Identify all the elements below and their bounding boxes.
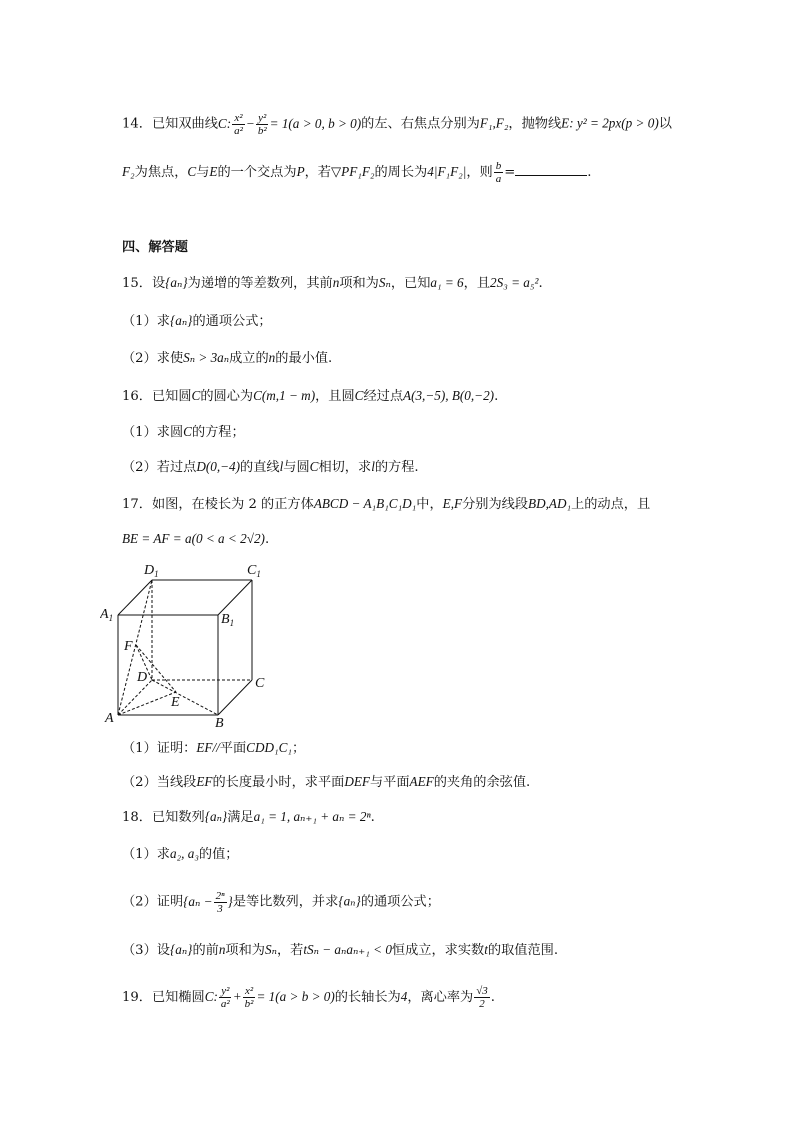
problem-18-q2: （2）证明{aₙ − $\frac{\text{2ⁿ}}{3}$ }是等比数列，并求{aₙ}的通项公式； [122,890,440,915]
label-c: C [255,676,265,691]
problem-14-line-1: 14．已知双曲线C: $\frac{\text{x²}}{\text{a²}}$ − $\frac{\text{y²}}{\text{b²}}$ = 1(a > 0, b > 0)的左、右焦点分别为F₁,F₂，抛物线E: y² = 2px(p > 0)以 [122,112,672,137]
label-c1: $C_1$ [247,563,261,579]
edge-a-d [118,680,152,715]
edge-b1-c1 [218,580,252,615]
fraction-sqrt3-over-2: $\frac{√3}{2}$ [476,985,488,1010]
problem-15-stem: 15．设{aₙ}为递增的等差数列，其前n项和为Sₙ，已知a₁ = 6，且2S₃ = a₅². [122,275,543,291]
problem-16-q2: （2）若过点D(0,−4)的直线l与圆C相切，求l的方程. [122,459,419,475]
problem-15-q1: （1）求{aₙ}的通项公式； [122,313,272,329]
problem-16-q1: （1）求圆C的方程； [122,424,245,440]
cube-solid-edges [118,580,252,715]
problem-17-q1: （1）证明：EF//平面CDD₁C₁； [122,740,306,756]
fraction-y2-b2: $\frac{\text{y²}}{\text{b²}}$ [257,112,267,137]
fraction-2n-over-3: $\frac{\text{2ⁿ}}{3}$ [215,890,225,915]
ellipse-equation: C: $\frac{\text{y²}}{\text{a²}}$ + $\frac{\text{x²}}{\text{b²}}$ = 1(a > b > 0) [204,985,335,1011]
problem-17-stem-line-1: 17．如图，在棱长为 2 的正方体ABCD − A₁B₁C₁D₁中，E,F分别为线段BD,AD₁上的动点，且 [122,496,651,512]
label-a: A [105,711,114,726]
fraction-x2-b2: $\frac{\text{x²}}{\text{b²}}$ [244,985,254,1011]
section-heading: 四、解答题 [122,240,188,255]
problem-18-q1: （1）求a₂, a₃的值； [122,846,239,862]
edge-a1-d1 [118,580,152,615]
cube-figure [100,560,280,730]
problem-17-q2: （2）当线段EF的长度最小时，求平面DEF与平面AEF的夹角的余弦值. [122,774,531,790]
fraction-x2-a2: $\frac{\text{x²}}{\text{a²}}$ [234,112,243,137]
label-b1: $B_1$ [221,612,235,628]
fraction-y2-a2: $\frac{\text{y²}}{\text{a²}}$ [220,985,230,1011]
label-d1: $D_1$ [144,563,159,579]
problem-16-stem: 16．已知圆C的圆心为C(m,1 − m)，且圆C经过点A(3,−5), B(0,−2). [122,388,499,404]
hyperbola-equation: C: $\frac{\text{x²}}{\text{a²}}$ − $\frac{\text{y²}}{\text{b²}}$ = 1(a > 0, b > 0) [217,112,362,137]
label-b: B [215,716,224,730]
answer-blank[interactable] [515,163,587,176]
label-f: F [124,639,133,654]
problem-19-stem: 19．已知椭圆C: $\frac{\text{y²}}{\text{a²}}$ + $\frac{\text{x²}}{\text{b²}}$ = 1(a > b > 0)的长轴长为4，离心率为 $\frac{√3}{2}$ . [122,985,495,1011]
problem-15-q2: （2）求使Sₙ > 3aₙ成立的n的最小值. [122,350,333,366]
label-d: D [137,670,148,685]
problem-17-stem-line-2: BE = AF = a(0 < a < 2√2). [122,531,270,547]
segment-a-e [118,692,176,715]
fraction-b-over-a: $\frac{b}{a}$ [495,160,502,185]
problem-18-stem: 18．已知数列{aₙ}满足a₁ = 1, aₙ₊₁ + aₙ = 2ⁿ. [122,809,375,825]
edge-b-c [218,680,252,715]
label-e: E [171,695,180,710]
problem-14-line-2: F₂为焦点，C与E的一个交点为P，若▽PF₁F₂的周长为4|F₁F₂|，则 $\frac{b}{a}$ = . [122,160,592,185]
geometric-sequence-expression: {aₙ − $\frac{\text{2ⁿ}}{3}$ } [183,890,233,915]
problem-18-q3: （3）设{aₙ}的前n项和为Sₙ，若tSₙ − aₙaₙ₊₁ < 0恒成立，求实数t的取值范围. [122,942,559,958]
label-a1: $A_1$ [100,607,114,623]
